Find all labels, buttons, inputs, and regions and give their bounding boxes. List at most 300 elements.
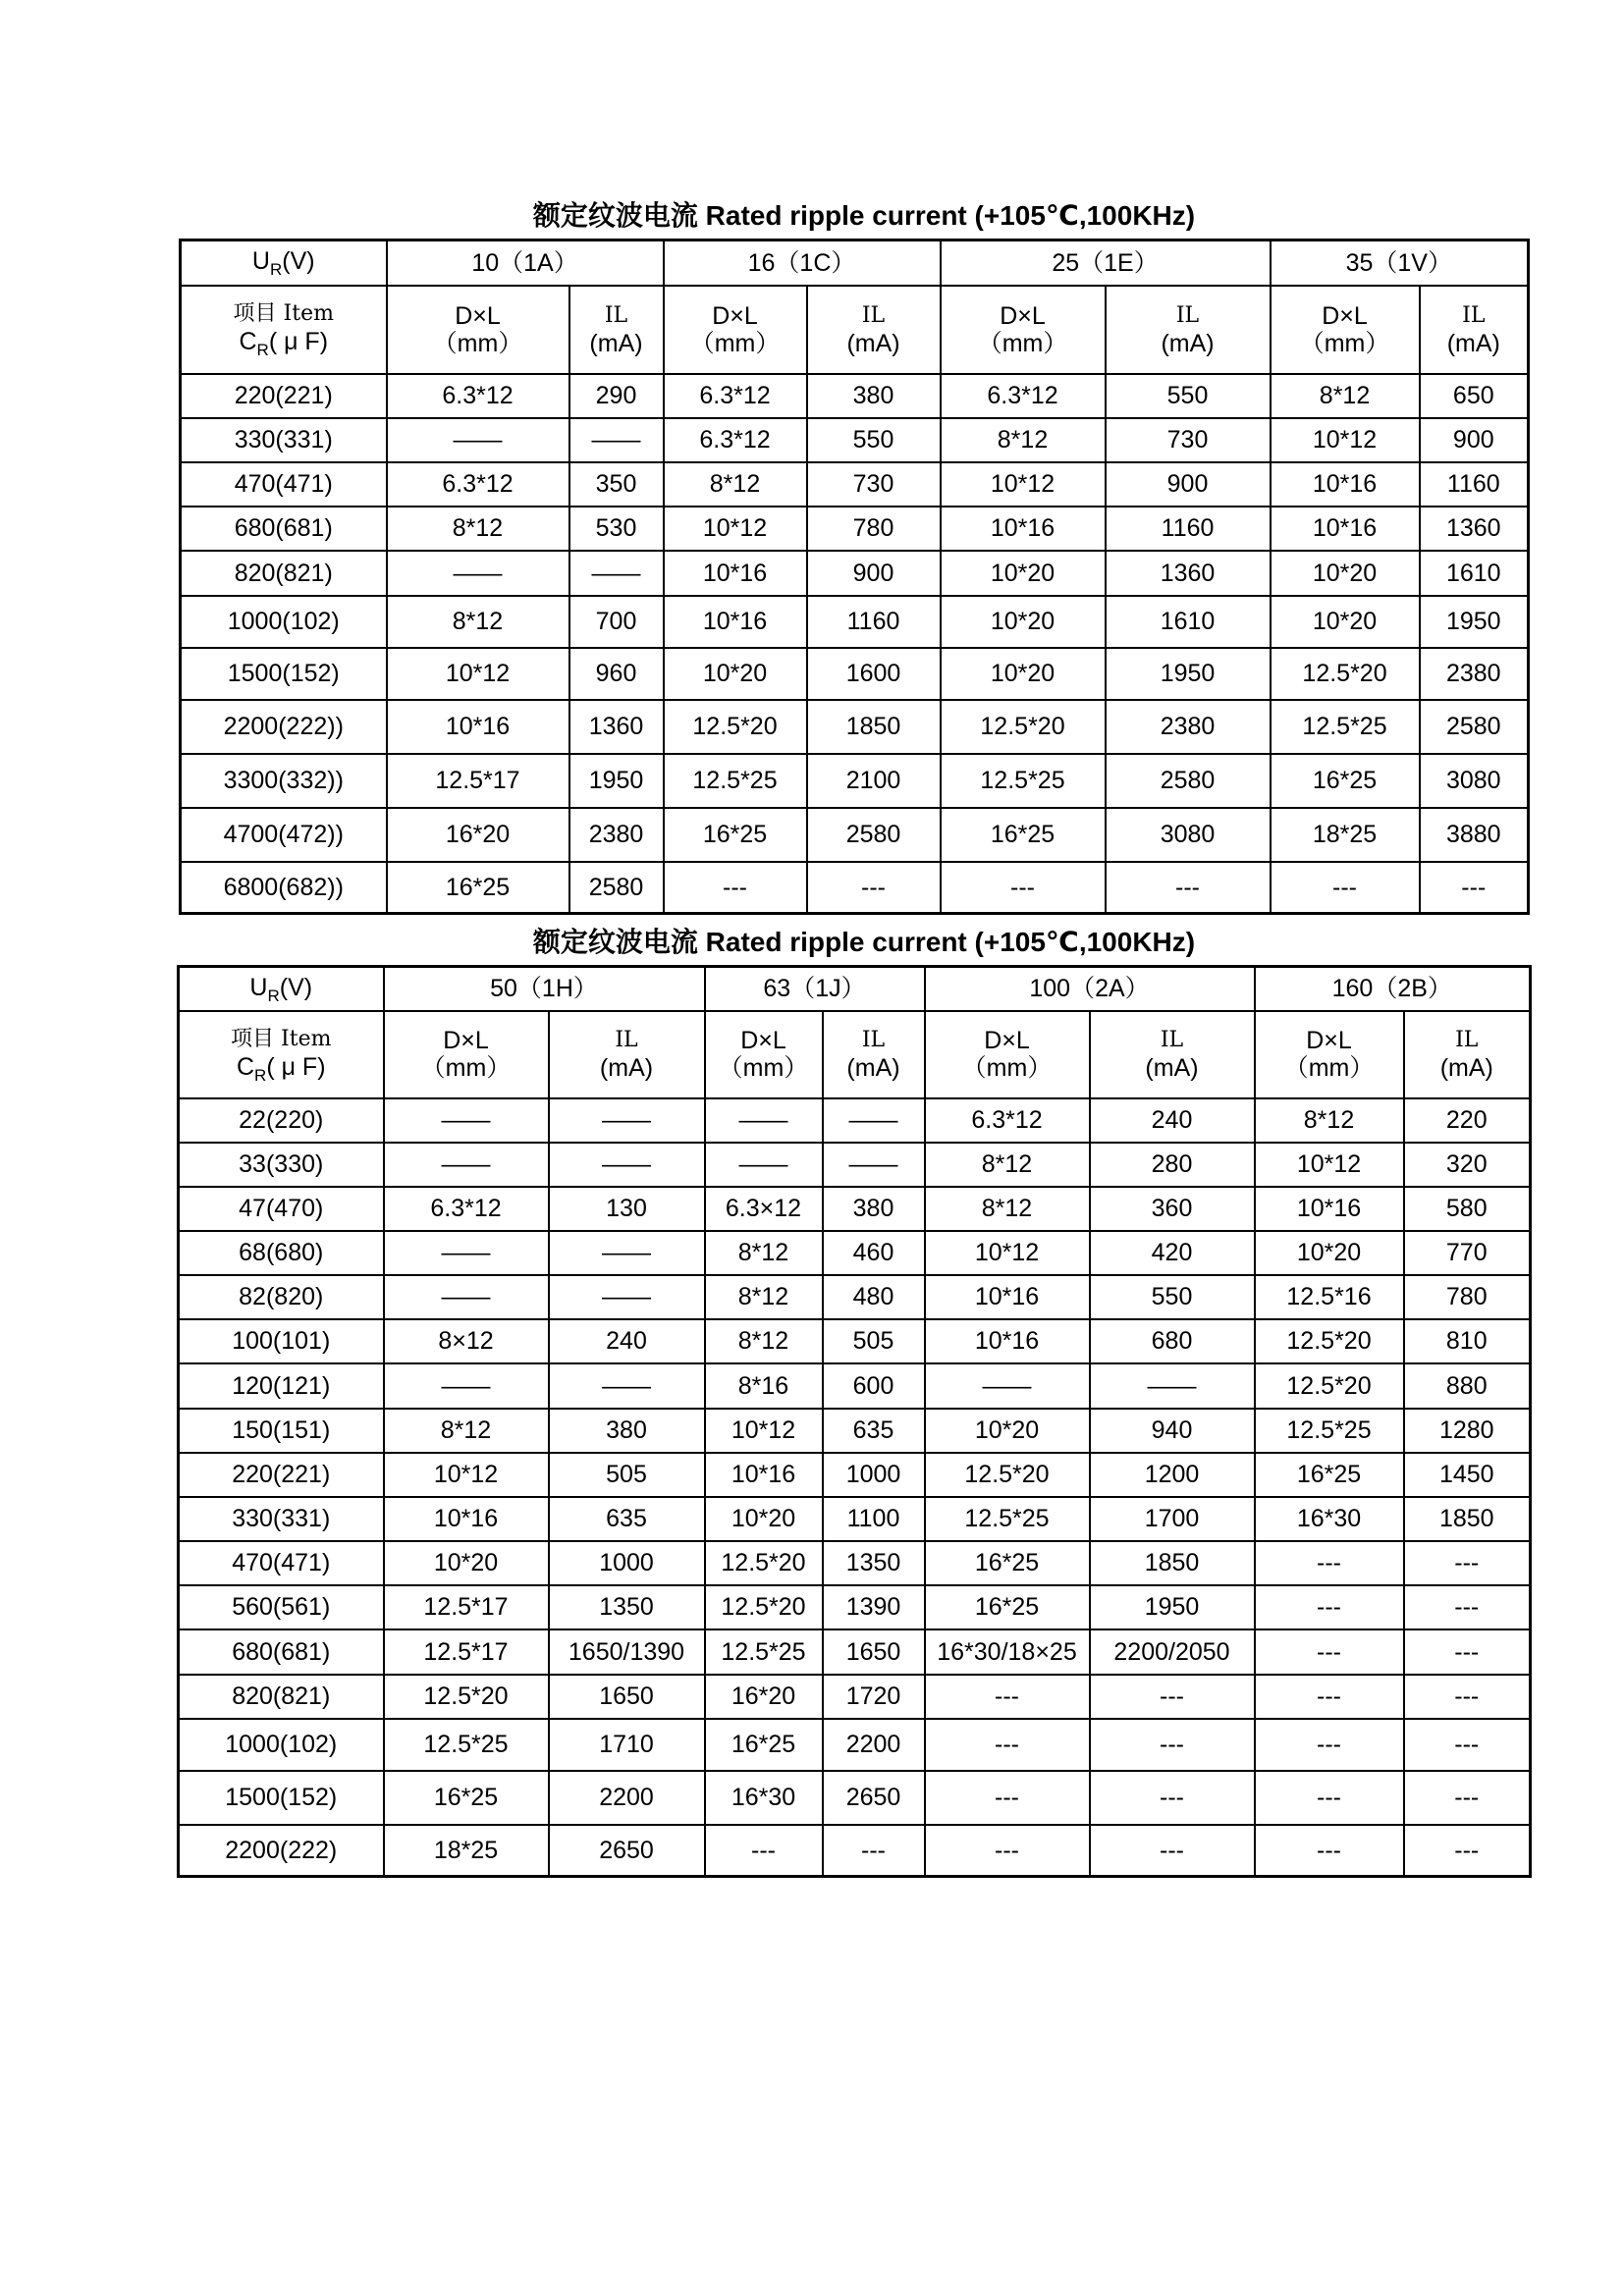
dimension-cell: 16*30/18×25 — [925, 1629, 1090, 1675]
dimension-cell: 10*20 — [664, 648, 807, 700]
voltage-header-cell: 10（1A） — [387, 240, 664, 286]
dimension-cell: 6.3×12 — [705, 1187, 823, 1231]
current-cell: 550 — [807, 418, 941, 462]
dimension-cell: 12.5*17 — [387, 754, 569, 808]
dimension-cell: --- — [1255, 1675, 1404, 1719]
dimension-label: D×L — [455, 301, 501, 330]
current-cell: 900 — [1106, 462, 1271, 507]
dimension-label: D×L — [740, 1027, 786, 1054]
dimension-cell: 16*25 — [1271, 754, 1420, 808]
current-cell: 780 — [1404, 1275, 1531, 1319]
cr-symbol: C — [236, 1052, 255, 1081]
dimension-cell: 12.5*17 — [384, 1585, 549, 1629]
current-cell: 460 — [823, 1231, 925, 1275]
dimension-cell: 6.3*12 — [387, 462, 569, 507]
current-cell: 1200 — [1090, 1453, 1255, 1497]
dimension-unit: （mm） — [420, 1054, 512, 1082]
capacitance-cell: 82(820) — [179, 1275, 384, 1319]
dimension-cell: —— — [705, 1143, 823, 1187]
current-unit: (mA) — [589, 329, 643, 357]
dimension-cell: --- — [1271, 862, 1420, 914]
dimension-unit: （mm） — [432, 329, 523, 357]
current-cell: 2380 — [569, 808, 664, 862]
current-cell: 770 — [1404, 1231, 1531, 1275]
capacitance-cell: 1500(152) — [181, 648, 387, 700]
current-cell: 2100 — [807, 754, 941, 808]
capacitance-cell: 2200(222) — [179, 1825, 384, 1877]
voltage-header-cell: 100（2A） — [925, 967, 1255, 1011]
table-row — [179, 1275, 1531, 1319]
capacitance-cell: 3300(332)) — [181, 754, 387, 808]
dimension-cell: 12.5*16 — [1255, 1275, 1404, 1319]
table-row — [179, 1231, 1531, 1275]
current-cell: 3080 — [1420, 754, 1529, 808]
current-cell: 2380 — [1420, 648, 1529, 700]
capacitance-cell: 220(221) — [179, 1453, 384, 1497]
current-cell: --- — [1090, 1771, 1255, 1825]
current-header-cell — [1090, 1011, 1255, 1098]
table-row — [181, 700, 1529, 754]
current-label: IL — [1462, 302, 1486, 328]
dimension-cell: 6.3*12 — [664, 418, 807, 462]
voltage-header-row — [181, 240, 1529, 286]
current-cell: 2580 — [569, 862, 664, 914]
voltage-header-cell: 16（1C） — [664, 240, 941, 286]
dimension-cell: 10*16 — [705, 1453, 823, 1497]
dimension-cell: 10*12 — [664, 507, 807, 551]
current-header-cell — [549, 1011, 705, 1098]
dimension-cell: 10*12 — [384, 1453, 549, 1497]
current-cell: 1360 — [1420, 507, 1529, 551]
item-corner-cell — [181, 286, 387, 374]
dimension-cell: 12.5*25 — [1271, 700, 1420, 754]
dimension-cell: 8*12 — [384, 1409, 549, 1453]
current-cell: 1610 — [1420, 551, 1529, 596]
current-cell: --- — [1090, 1825, 1255, 1877]
dimension-cell: --- — [664, 862, 807, 914]
dimension-cell: 16*30 — [705, 1771, 823, 1825]
current-cell: 730 — [807, 462, 941, 507]
current-cell: --- — [807, 862, 941, 914]
dimension-unit: （mm） — [1299, 329, 1390, 357]
dimension-cell: 10*20 — [1271, 551, 1420, 596]
current-cell: --- — [1404, 1719, 1531, 1771]
current-label: IL — [861, 1028, 886, 1052]
dimension-cell: 12.5*20 — [941, 700, 1106, 754]
current-header-cell — [1106, 286, 1271, 374]
table-row — [179, 1771, 1531, 1825]
dimension-label: D×L — [984, 1027, 1030, 1054]
ripple-current-table-2 — [177, 965, 1532, 1878]
dimension-unit: （mm） — [1283, 1054, 1375, 1082]
table-row — [179, 1497, 1531, 1541]
current-cell: 505 — [549, 1453, 705, 1497]
current-cell: 680 — [1090, 1319, 1255, 1363]
dimension-label: D×L — [443, 1027, 489, 1054]
dimension-cell: 8*12 — [925, 1143, 1090, 1187]
dimension-cell: 18*25 — [1271, 808, 1420, 862]
ur-corner-cell — [181, 240, 387, 286]
current-cell: 635 — [549, 1497, 705, 1541]
current-header-cell — [823, 1011, 925, 1098]
dimension-cell: —— — [384, 1363, 549, 1409]
current-cell: --- — [1090, 1675, 1255, 1719]
current-cell: 2580 — [807, 808, 941, 862]
current-header-cell — [1420, 286, 1529, 374]
dimension-cell: --- — [925, 1719, 1090, 1771]
current-cell: 1850 — [807, 700, 941, 754]
capacitance-cell: 6800(682)) — [181, 862, 387, 914]
capacitance-cell: 22(220) — [179, 1098, 384, 1143]
dimension-header-cell — [941, 286, 1106, 374]
dimension-cell: 6.3*12 — [925, 1098, 1090, 1143]
capacitance-cell: 820(821) — [181, 551, 387, 596]
item-label: 项目 Item — [231, 1026, 332, 1051]
current-label: IL — [604, 302, 628, 328]
table-row — [181, 374, 1529, 418]
current-cell: —— — [823, 1098, 925, 1143]
dimension-label: D×L — [1306, 1027, 1352, 1054]
current-cell: 1700 — [1090, 1497, 1255, 1541]
table-row — [179, 1585, 1531, 1629]
current-cell: --- — [1420, 862, 1529, 914]
current-unit: (mA) — [1161, 329, 1215, 357]
dimension-cell: 8*12 — [705, 1231, 823, 1275]
current-cell: 480 — [823, 1275, 925, 1319]
table-row — [179, 1825, 1531, 1877]
dimension-cell: 10*16 — [1255, 1187, 1404, 1231]
cr-subscript: R — [254, 1065, 267, 1085]
dimension-cell: 12.5*20 — [1255, 1363, 1404, 1409]
capacitance-cell: 150(151) — [179, 1409, 384, 1453]
dimension-cell: 12.5*25 — [705, 1629, 823, 1675]
dimension-cell: --- — [705, 1825, 823, 1877]
current-cell: --- — [1404, 1629, 1531, 1675]
current-cell: 1600 — [807, 648, 941, 700]
current-cell: —— — [823, 1143, 925, 1187]
dimension-cell: --- — [1255, 1825, 1404, 1877]
current-cell: 1650 — [549, 1675, 705, 1719]
current-cell: 1650/1390 — [549, 1629, 705, 1675]
dimension-cell: --- — [925, 1825, 1090, 1877]
dimension-cell: 6.3*12 — [384, 1187, 549, 1231]
current-cell: 730 — [1106, 418, 1271, 462]
current-cell: --- — [1404, 1585, 1531, 1629]
dimension-cell: 10*20 — [941, 648, 1106, 700]
dimension-cell: 16*25 — [925, 1541, 1090, 1585]
dimension-header-cell — [925, 1011, 1090, 1098]
table-row — [181, 754, 1529, 808]
current-cell: 1000 — [549, 1541, 705, 1585]
current-cell: 2380 — [1106, 700, 1271, 754]
table-row — [181, 507, 1529, 551]
dimension-cell: --- — [1255, 1585, 1404, 1629]
current-cell: 380 — [823, 1187, 925, 1231]
capacitance-cell: 2200(222)) — [181, 700, 387, 754]
ur-subscript: R — [267, 986, 280, 1005]
table-row — [179, 1319, 1531, 1363]
dimension-cell: 10*16 — [664, 596, 807, 648]
dimension-cell: 10*16 — [384, 1497, 549, 1541]
capacitance-cell: 68(680) — [179, 1231, 384, 1275]
dimension-cell: 10*20 — [1271, 596, 1420, 648]
current-cell: 240 — [549, 1319, 705, 1363]
dimension-cell: 10*20 — [1255, 1231, 1404, 1275]
dimension-cell: 10*12 — [941, 462, 1106, 507]
current-unit: (mA) — [599, 1054, 654, 1082]
current-cell: --- — [1404, 1771, 1531, 1825]
dimension-cell: 8*12 — [941, 418, 1106, 462]
dimension-cell: --- — [1255, 1629, 1404, 1675]
capacitance-cell: 1000(102) — [181, 596, 387, 648]
dimension-header-cell — [664, 286, 807, 374]
dimension-cell: 8×12 — [384, 1319, 549, 1363]
dimension-unit: （mm） — [689, 329, 781, 357]
current-cell: 380 — [549, 1409, 705, 1453]
ur-subscript: R — [269, 260, 283, 280]
capacitance-cell: 680(681) — [181, 507, 387, 551]
dimension-cell: 10*16 — [925, 1319, 1090, 1363]
dimension-cell: —— — [387, 418, 569, 462]
current-cell: --- — [823, 1825, 925, 1877]
current-cell: 2650 — [823, 1771, 925, 1825]
current-cell: 1100 — [823, 1497, 925, 1541]
current-cell: 635 — [823, 1409, 925, 1453]
dimension-cell: —— — [925, 1363, 1090, 1409]
dimension-header-cell — [387, 286, 569, 374]
voltage-header-cell: 63（1J） — [705, 967, 925, 1011]
current-cell: 1280 — [1404, 1409, 1531, 1453]
dimension-cell: —— — [387, 551, 569, 596]
dimension-cell: 16*30 — [1255, 1497, 1404, 1541]
cr-symbol: C — [239, 328, 257, 355]
dimension-cell: 12.5*25 — [925, 1497, 1090, 1541]
dimension-cell: —— — [384, 1143, 549, 1187]
current-cell: 505 — [823, 1319, 925, 1363]
current-cell: 1160 — [807, 596, 941, 648]
dimension-cell: 12.5*25 — [384, 1719, 549, 1771]
dimension-cell: --- — [925, 1675, 1090, 1719]
item-corner-cell — [179, 1011, 384, 1098]
current-cell: 220 — [1404, 1098, 1531, 1143]
dimension-cell: 12.5*17 — [384, 1629, 549, 1675]
current-cell: —— — [1090, 1363, 1255, 1409]
table-row — [181, 462, 1529, 507]
current-cell: 810 — [1404, 1319, 1531, 1363]
dimension-header-cell — [705, 1011, 823, 1098]
dimension-header-cell — [384, 1011, 549, 1098]
table-row — [181, 862, 1529, 914]
capacitance-cell: 4700(472)) — [181, 808, 387, 862]
current-label: IL — [615, 1028, 638, 1052]
dimension-cell: 6.3*12 — [387, 374, 569, 418]
current-cell: 1000 — [823, 1453, 925, 1497]
current-cell: 350 — [569, 462, 664, 507]
current-cell: 3880 — [1420, 808, 1529, 862]
capacitance-cell: 33(330) — [179, 1143, 384, 1187]
dimension-cell: 10*12 — [1255, 1143, 1404, 1187]
table-row — [179, 1187, 1531, 1231]
current-cell: 290 — [569, 374, 664, 418]
current-label: IL — [1175, 302, 1200, 328]
current-label: IL — [861, 302, 886, 328]
dimension-cell: 16*25 — [1255, 1453, 1404, 1497]
current-cell: 420 — [1090, 1231, 1255, 1275]
current-cell: 1360 — [569, 700, 664, 754]
dimension-cell: 10*20 — [941, 551, 1106, 596]
dimension-cell: 12.5*20 — [705, 1585, 823, 1629]
current-cell: —— — [569, 551, 664, 596]
current-cell: 360 — [1090, 1187, 1255, 1231]
current-cell: —— — [549, 1098, 705, 1143]
current-cell: 2580 — [1106, 754, 1271, 808]
dimension-cell: 12.5*20 — [664, 700, 807, 754]
table-row — [179, 1719, 1531, 1771]
dimension-cell: 10*20 — [384, 1541, 549, 1585]
capacitance-cell: 220(221) — [181, 374, 387, 418]
current-cell: 960 — [569, 648, 664, 700]
ur-corner-cell — [179, 967, 384, 1011]
current-cell: 320 — [1404, 1143, 1531, 1187]
current-unit: (mA) — [1145, 1054, 1199, 1082]
dimension-unit: （mm） — [718, 1054, 809, 1082]
current-cell: —— — [549, 1363, 705, 1409]
table-row — [181, 418, 1529, 462]
cr-subscript: R — [256, 341, 269, 359]
dimension-cell: 8*12 — [387, 596, 569, 648]
current-cell: 240 — [1090, 1098, 1255, 1143]
dimension-cell: 10*20 — [941, 596, 1106, 648]
current-cell: 650 — [1420, 374, 1529, 418]
current-cell: 130 — [549, 1187, 705, 1231]
table-row — [181, 551, 1529, 596]
dimension-cell: 16*25 — [384, 1771, 549, 1825]
table2-title: 额定纹波电流 Rated ripple current (+105℃,100KHz) — [532, 927, 1196, 957]
current-cell: --- — [1404, 1541, 1531, 1585]
current-cell: --- — [1106, 862, 1271, 914]
dimension-cell: 12.5*20 — [1255, 1319, 1404, 1363]
capacitance-cell: 330(331) — [179, 1497, 384, 1541]
dimension-label: D×L — [1322, 301, 1368, 330]
current-cell: --- — [1404, 1675, 1531, 1719]
ur-unit: (V) — [282, 247, 315, 276]
current-cell: 1350 — [823, 1541, 925, 1585]
current-unit: (mA) — [846, 329, 900, 357]
current-cell: —— — [569, 418, 664, 462]
current-cell: 2580 — [1420, 700, 1529, 754]
dimension-unit: （mm） — [961, 1054, 1053, 1082]
dimension-cell: --- — [925, 1771, 1090, 1825]
current-cell: 1850 — [1090, 1541, 1255, 1585]
dimension-cell: 12.5*20 — [925, 1453, 1090, 1497]
current-cell: 900 — [807, 551, 941, 596]
dimension-cell: --- — [941, 862, 1106, 914]
capacitance-cell: 330(331) — [181, 418, 387, 462]
dimension-cell: 10*12 — [925, 1231, 1090, 1275]
dimension-cell: 8*12 — [1271, 374, 1420, 418]
current-unit: (mA) — [1439, 1054, 1493, 1082]
capacitance-cell: 470(471) — [179, 1541, 384, 1585]
dimension-cell: 10*12 — [705, 1409, 823, 1453]
current-header-cell — [1404, 1011, 1531, 1098]
current-cell: 1950 — [1090, 1585, 1255, 1629]
current-unit: (mA) — [1446, 329, 1500, 357]
capacitance-cell: 680(681) — [179, 1629, 384, 1675]
dimension-cell: 10*16 — [941, 507, 1106, 551]
capacitance-cell: 100(101) — [179, 1319, 384, 1363]
table-row — [179, 1409, 1531, 1453]
cr-label — [180, 1053, 383, 1084]
current-cell: --- — [1090, 1719, 1255, 1771]
current-cell: 1350 — [549, 1585, 705, 1629]
dimension-cell: —— — [384, 1098, 549, 1143]
voltage-header-cell: 35（1V） — [1271, 240, 1529, 286]
dimension-cell: 8*12 — [387, 507, 569, 551]
current-cell: 580 — [1404, 1187, 1531, 1231]
column-header-row — [181, 286, 1529, 374]
ur-unit: (V) — [279, 973, 313, 1001]
current-header-cell — [807, 286, 941, 374]
dimension-cell: 16*25 — [664, 808, 807, 862]
dimension-cell: 16*25 — [941, 808, 1106, 862]
cr-unit: ( μ F) — [266, 1052, 326, 1081]
column-header-row — [179, 1011, 1531, 1098]
current-cell: 1160 — [1106, 507, 1271, 551]
current-cell: 1450 — [1404, 1453, 1531, 1497]
current-cell: 1950 — [1420, 596, 1529, 648]
dimension-cell: 12.5*20 — [384, 1675, 549, 1719]
current-cell: 280 — [1090, 1143, 1255, 1187]
voltage-header-cell: 160（2B） — [1255, 967, 1531, 1011]
dimension-cell: 8*12 — [705, 1319, 823, 1363]
dimension-cell: --- — [1255, 1719, 1404, 1771]
current-cell: —— — [549, 1231, 705, 1275]
dimension-cell: 8*12 — [1255, 1098, 1404, 1143]
dimension-cell: 12.5*25 — [664, 754, 807, 808]
dimension-cell: 16*20 — [387, 808, 569, 862]
current-cell: 1610 — [1106, 596, 1271, 648]
dimension-cell: 8*16 — [705, 1363, 823, 1409]
table-row — [179, 1629, 1531, 1675]
current-cell: —— — [549, 1275, 705, 1319]
ripple-current-table-1 — [179, 239, 1530, 915]
current-unit: (mA) — [846, 1054, 900, 1082]
dimension-cell: 10*20 — [705, 1497, 823, 1541]
dimension-cell: 10*16 — [664, 551, 807, 596]
current-label: IL — [1160, 1028, 1184, 1052]
capacitance-cell: 470(471) — [181, 462, 387, 507]
current-cell: 1160 — [1420, 462, 1529, 507]
current-cell: 600 — [823, 1363, 925, 1409]
table-row — [181, 808, 1529, 862]
capacitance-cell: 1000(102) — [179, 1719, 384, 1771]
current-cell: 550 — [1106, 374, 1271, 418]
current-cell: 380 — [807, 374, 941, 418]
capacitance-cell: 1500(152) — [179, 1771, 384, 1825]
dimension-cell: 8*12 — [925, 1187, 1090, 1231]
table-row — [179, 1541, 1531, 1585]
dimension-cell: 10*16 — [1271, 462, 1420, 507]
table-row — [179, 1453, 1531, 1497]
current-cell: 1650 — [823, 1629, 925, 1675]
dimension-cell: --- — [1255, 1771, 1404, 1825]
current-cell: 880 — [1404, 1363, 1531, 1409]
current-header-cell — [569, 286, 664, 374]
dimension-cell: 10*16 — [387, 700, 569, 754]
dimension-cell: —— — [384, 1231, 549, 1275]
current-cell: 550 — [1090, 1275, 1255, 1319]
current-cell: —— — [549, 1143, 705, 1187]
